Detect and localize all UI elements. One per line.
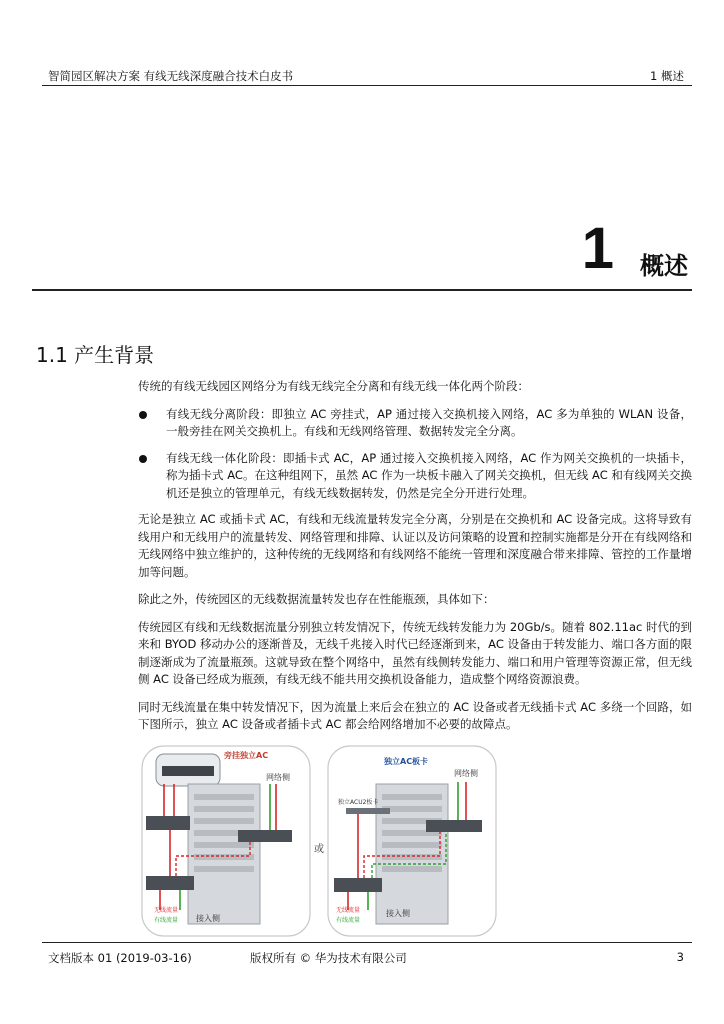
- or-label: 或: [314, 844, 324, 855]
- header-doc-title: 智简园区解决方案 有线无线深度融合技术白皮书: [48, 69, 294, 83]
- access-switch-right: [334, 878, 382, 892]
- network-diagram-figure: [140, 744, 500, 940]
- rack-slot: [194, 854, 254, 860]
- section-title: 产生背景: [74, 343, 155, 367]
- access-side-label-left: 接入侧: [196, 914, 220, 923]
- chapter-divider: [32, 289, 692, 291]
- footer-version: 文档版本 01 (2019-03-16): [48, 951, 192, 965]
- rack-slot: [382, 854, 442, 860]
- gateway-switch-right: [426, 820, 482, 832]
- rack-slot: [382, 794, 442, 800]
- gateway-switch-left: [238, 830, 292, 842]
- section-number: 1.1: [36, 343, 68, 367]
- standalone-ac-device: [162, 766, 214, 776]
- wired-flow-label: 有线流量: [154, 917, 179, 924]
- right-figure-title: 独立AC板卡: [384, 757, 429, 766]
- paragraph-4: 同时无线流量在集中转发情况下，因为流量上来后会在独立的 AC 设备或者无线插卡式 AC 多绕一个回路，如下图所示，独立 AC 设备或者插卡式 AC 都会给网络增加不必要的故障点。: [138, 699, 692, 731]
- body-text: [138, 378, 692, 744]
- wireless-flow-label: 无线流量: [154, 907, 179, 914]
- bullet-text: 有线无线分离阶段：即独立 AC 旁挂式，AP 通过接入交换机接入网络，AC 多为单独的 WLAN 设备，一般旁挂在网关交换机上。有线和无线网络管理、数据转发完全分离。: [166, 406, 692, 438]
- paragraph-2: 除此之外，传统园区的无线数据流量转发也存在性能瓶颈，具体如下：: [138, 592, 495, 606]
- rack-slot: [194, 866, 254, 872]
- acu2-card: [346, 808, 390, 814]
- rack-slot: [194, 806, 254, 812]
- bullet-list: [138, 406, 692, 503]
- wireless-flow-label: 无线流量: [336, 907, 361, 914]
- network-side-label-right: 网络侧: [454, 769, 478, 778]
- bullet-item: [138, 450, 692, 503]
- chapter-number: 1: [581, 216, 614, 281]
- bullet-text: 有线无线一体化阶段：即插卡式 AC，AP 通过接入交换机接入网络，AC 作为网关交换机的一块插卡，称为插卡式 AC。在这种组网下，虽然 AC 作为一块板卡融入了网关交换机，但无线 AC 和有线网关交换机还是独立的管理单元，有线无线数据转发，仍然是完全分开进行处理。: [166, 450, 692, 500]
- acu2-card-label: 独立ACU2板卡: [338, 799, 379, 806]
- rack-slot: [382, 806, 442, 812]
- left-figure-title: 旁挂独立AC: [224, 751, 269, 760]
- bullet-dot-icon: [139, 411, 147, 419]
- paragraph-1: 无论是独立 AC 或插卡式 AC，有线和无线流量转发完全分离，分别是在交换机和 AC 设备完成。这将导致有线用户和无线用户的流量转发、网络管理和排障、认证以及访问策略的设置和控制实施都是分开在有线网络和无线网络中独立维护的，这种传统的无线网络和有线网络不能统一管理和深度融合带来排障、管控的工作量增加等问题。: [138, 512, 692, 579]
- rack-slot: [382, 866, 442, 872]
- rack-slot: [382, 842, 442, 848]
- wired-flow-label: 有线流量: [336, 917, 361, 924]
- header-divider: [42, 85, 692, 86]
- footer-copyright: 版权所有 © 华为技术有限公司: [250, 951, 407, 965]
- header-chapter-ref: 1 概述: [650, 69, 684, 83]
- paragraph-3: 传统园区有线和无线数据流量分别独立转发情况下，传统无线转发能力为 20Gb/s。随着 802.11ac 时代的到来和 BYOD 移动办公的逐渐普及，无线千兆接入时代已经逐渐到来，AC 设备由于转发能力、端口各方面的限制逐渐成为了流量瓶颈。这就导致在整个网络中，虽然有线侧转发能力、端口和用户管理等资源正常，但无线侧 AC 设备已经成为瓶颈，有线无线不能共用交换机设备能力，造成整个网络资源浪费。: [138, 619, 692, 686]
- rack-slot: [194, 842, 254, 848]
- bullet-item: [138, 406, 692, 441]
- bullet-dot-icon: [139, 455, 147, 463]
- rack-slot: [194, 818, 254, 824]
- network-side-label-left: 网络侧: [266, 773, 290, 782]
- intro-paragraph: 传统的有线无线园区网络分为有线无线完全分离和有线无线一体化两个阶段：: [138, 379, 529, 393]
- access-side-label-right: 接入侧: [386, 909, 410, 918]
- core-switch-left: [146, 816, 190, 830]
- rack-slot: [194, 794, 254, 800]
- section-heading: [36, 342, 154, 368]
- access-switch-left: [146, 876, 194, 890]
- chapter-title: 概述: [640, 252, 688, 280]
- footer-page-number: 3: [676, 950, 684, 964]
- footer-divider: [42, 942, 692, 943]
